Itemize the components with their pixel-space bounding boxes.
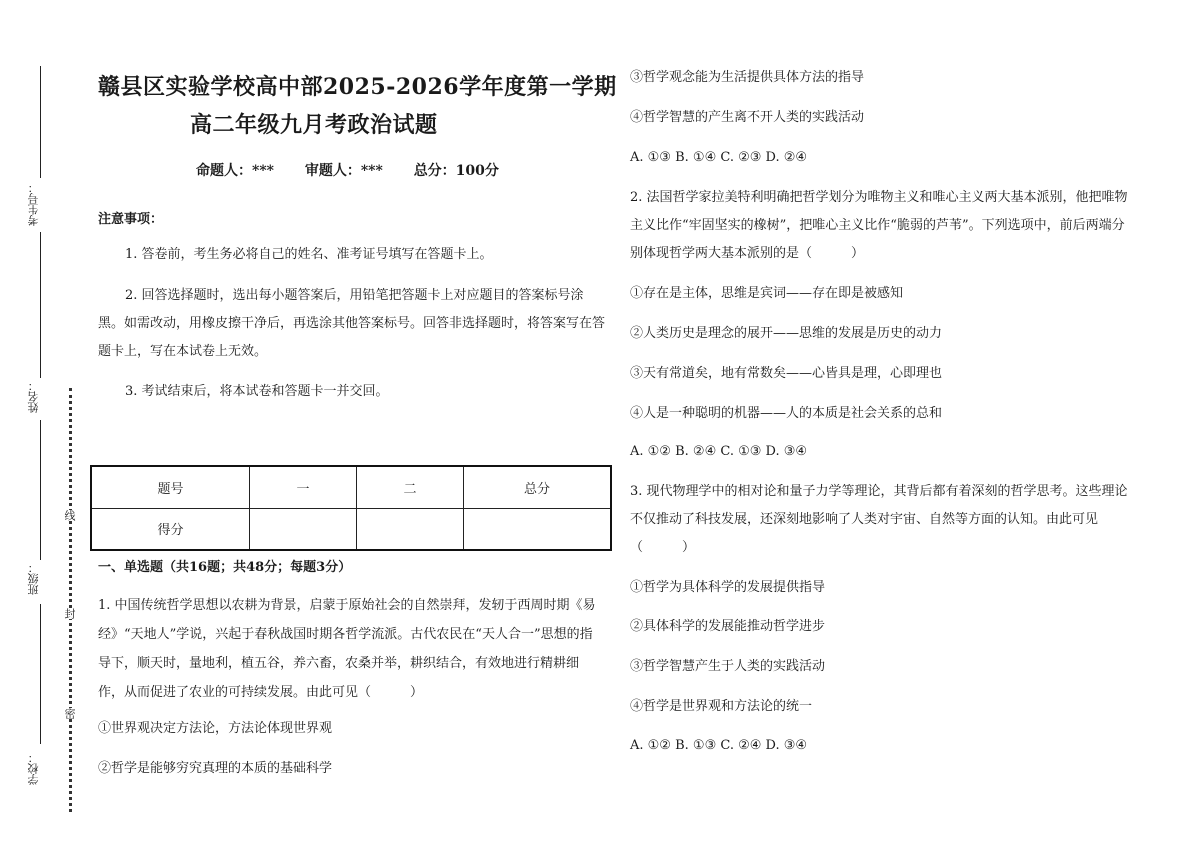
question-option: ①存在是主体，思维是宾词——存在即是被感知: [630, 286, 904, 301]
author: 命题人：***: [196, 163, 274, 179]
score-table: [90, 465, 612, 551]
question-option: ③哲学智慧产生于人类的实践活动: [630, 659, 826, 674]
margin-line: [40, 604, 41, 744]
question-stem: 1. 中国传统哲学思想以农耕为背景，启蒙于原始社会的自然崇拜，发轫于西周时期《易经》“天地人”学说，兴起于春秋战国时期各哲学流派。古代农民在“天人合一”思想的指导下，顺天时，量地利，植五谷，养六畜，农桑并举，耕织结合，有效地进行精耕细作，从而促进了农业的可持续发展。由此可见（ ）: [98, 598, 596, 700]
score-cell: [464, 508, 612, 550]
exam-title-line1: 赣县区实验学校高中部2025-2026学年度第一学期: [98, 74, 617, 100]
seal-label-seal: 封: [63, 608, 76, 619]
question-stem: 3. 现代物理学中的相对论和量子力学等理论，其背后都有着深刻的哲学思考。这些理论不仅推动了科技发展，还深刻地影响了人类对宇宙、自然等方面的认知。由此可见（ ）: [630, 484, 1128, 555]
exam-title-line2: 高二年级九月考政治试题: [190, 112, 438, 138]
question-option: ②人类历史是理念的展开——思维的发展是历史的动力: [630, 326, 943, 341]
seal-dotted-line: [69, 388, 72, 812]
question-option: ③天有常道矣，地有常数矣——心皆具是理，心即理也: [630, 366, 943, 381]
seal-label-line: 线: [63, 510, 76, 521]
notice-item: 1. 答卷前，考生务必将自己的姓名、准考证号填写在答题卡上。: [125, 247, 493, 262]
score-cell: [357, 508, 464, 550]
score-table-header: 一: [250, 466, 357, 508]
section-heading: 一、单选题（共16题；共48分；每题3分）: [98, 560, 352, 575]
score-table-header: 二: [357, 466, 464, 508]
notice-item: 3. 考试结束后，将本试卷和答题卡一并交回。: [125, 384, 389, 399]
question-option: ④哲学智慧的产生离不开人类的实践活动: [630, 110, 865, 125]
score-table-header: 题号: [91, 466, 250, 508]
question-option: ③哲学观念能为生活提供具体方法的指导: [630, 70, 865, 85]
notice-heading: 注意事项：: [98, 212, 164, 227]
score-row-label: 得分: [91, 508, 250, 550]
question-stem: 2. 法国哲学家拉美特利明确把哲学划分为唯物主义和唯心主义两大基本派别，他把唯物主义比作“牢固坚实的橡树”，把唯心主义比作“脆弱的芦苇”。下列选项中，前后两端分别体现哲学两大基本派别的是（ ）: [630, 190, 1128, 261]
margin-label-exam-number: 考生号：: [27, 182, 40, 226]
question-option: ②哲学是能够穷究真理的本质的基础科学: [98, 761, 333, 776]
margin-label-class: 班级：: [27, 562, 40, 595]
question-option: ②具体科学的发展能推动哲学进步: [630, 619, 826, 634]
margin-label-school: 学校：: [27, 752, 40, 785]
margin-line: [40, 66, 41, 178]
question-answers: A. ①② B. ①③ C. ②④ D. ③④: [630, 738, 808, 753]
question-option: ④人是一种聪明的机器——人的本质是社会关系的总和: [630, 406, 943, 421]
reviewer: 审题人：***: [304, 163, 383, 179]
notice-item: 2. 回答选择题时，选出每小题答案后，用铅笔把答题卡上对应题目的答案标号涂黑。如需改动，用橡皮擦干净后，再选涂其他答案标号。回答非选择题时，将答案写在答题卡上，写在本试卷上无效。: [98, 288, 606, 359]
question-option: ①哲学为具体科学的发展提供指导: [630, 580, 826, 595]
score-cell: [250, 508, 357, 550]
question-answers: A. ①③ B. ①④ C. ②③ D. ②④: [630, 150, 808, 165]
question-option: ④哲学是世界观和方法论的统一: [630, 699, 813, 714]
margin-label-name: 姓名：: [27, 380, 40, 413]
question-option: ①世界观决定方法论，方法论体现世界观: [98, 721, 333, 736]
question-answers: A. ①② B. ②④ C. ①③ D. ③④: [630, 444, 808, 459]
score-table-header: 总分: [464, 466, 612, 508]
total-score: 总分：100分: [413, 163, 499, 179]
exam-meta: [196, 160, 499, 180]
margin-line: [40, 420, 41, 560]
margin-line: [40, 232, 41, 378]
seal-label-secret: 密: [63, 708, 76, 719]
